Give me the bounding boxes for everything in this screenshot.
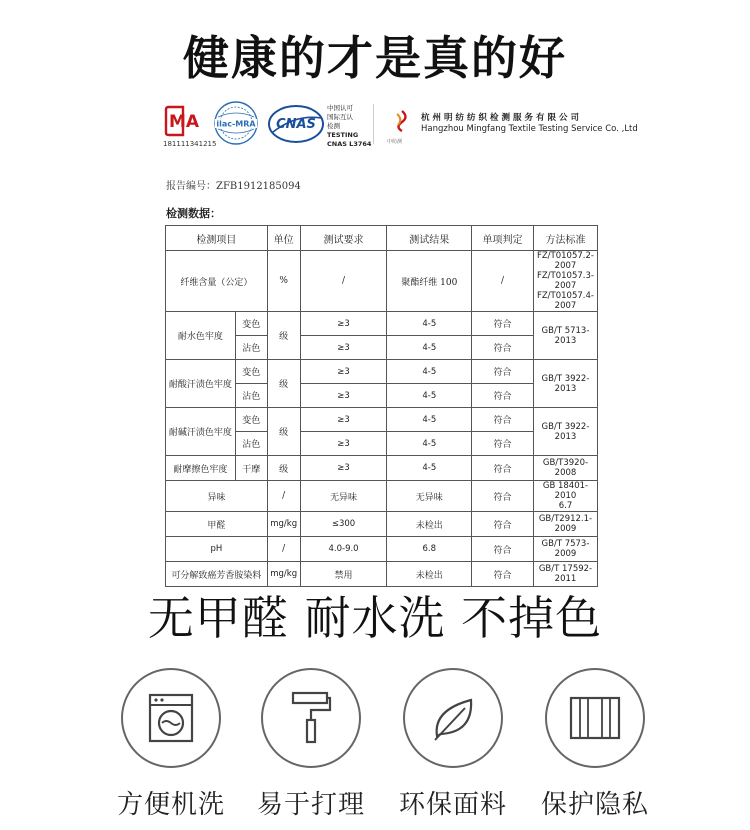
svg-text:MA: MA [169, 112, 200, 132]
feature-label: 保护隐私 [540, 790, 649, 820]
feature-circle [121, 668, 221, 768]
table-row: 纤维含量（公定） % / 聚酯纤维 100 / FZ/T01057.2-2007 FZ/T01057.3-2007 FZ/T01057.4-2007 [166, 251, 598, 312]
report-number: 报告编号：ZFB1912185094 [166, 181, 301, 192]
table-row: 沾色 ≥3 4-5 符合 [166, 432, 598, 456]
leaf-icon [427, 692, 479, 744]
cma-number: 181111341215 [163, 140, 217, 148]
table-row: 耐摩擦色牢度 干摩 级 ≥3 4-5 符合 GB/T3920-2008 [166, 456, 598, 481]
feature-icons [0, 668, 750, 818]
feature-item [530, 668, 660, 821]
feature-item [106, 668, 236, 821]
feature-circle [545, 668, 645, 768]
mingfang-sub: 中纺测 [387, 139, 403, 145]
headline-mid: 无甲醛 耐水洗 不掉色 [147, 591, 603, 645]
washing-machine-icon [147, 692, 195, 744]
table-row: 沾色 ≥3 4-5 符合 [166, 336, 598, 360]
panels-icon [568, 695, 622, 741]
feature-circle [261, 668, 361, 768]
cnas-caption: 中国认可 国际互认 检测 TESTING CNAS L3764 [327, 104, 372, 148]
divider [373, 104, 374, 144]
feature-item [246, 668, 376, 821]
ilac-mra-logo [213, 100, 259, 146]
paint-roller-icon [289, 690, 333, 746]
mingfang-name: 杭州明纺纺织检测服务有限公司 Hangzhou Mingfang Textile Testing Service Co. ,Ltd [421, 113, 638, 134]
svg-text:ilac-MRA: ilac-MRA [216, 119, 256, 129]
table-row: 沾色 ≥3 4-5 符合 [166, 384, 598, 408]
feature-item [388, 668, 518, 821]
table-row: 耐酸汗渍色牢度 变色 级 ≥3 4-5 符合 GB/T 3922-2013 [166, 360, 598, 384]
table-row: 耐水色牢度 变色 级 ≥3 4-5 符合 GB/T 5713-2013 [166, 312, 598, 336]
feature-circle [403, 668, 503, 768]
data-title: 检测数据： [166, 207, 221, 220]
cnas-logo [267, 104, 325, 144]
mingfang-logo-icon [389, 108, 415, 134]
table-row: 甲醛 mg/kg ≤300 未检出 符合 GB/T2912.1-2009 [166, 512, 598, 537]
feature-label: 方便机洗 [116, 790, 225, 820]
header-item: 检测项目 [166, 226, 268, 251]
headline-top: 健康的才是真的好 [183, 31, 567, 85]
table-row: 异味 / 无异味 无异味 符合 GB 18401-2010 6.7 [166, 481, 598, 512]
feature-label: 易于打理 [256, 790, 365, 820]
test-data-table [165, 225, 598, 587]
cma-logo [163, 105, 203, 137]
certification-logos [163, 100, 638, 160]
table-row: 耐碱汗渍色牢度 变色 级 ≥3 4-5 符合 GB/T 3922-2013 [166, 408, 598, 432]
header-requirement: 测试要求 [300, 226, 387, 251]
feature-label: 环保面料 [398, 790, 507, 820]
header-method: 方法标准 [533, 226, 597, 251]
table-header-row [166, 226, 598, 251]
table-row: 可分解致癌芳香胺染料 mg/kg 禁用 未检出 符合 GB/T 17592-2011 [166, 562, 598, 587]
table-row: pH / 4.0-9.0 6.8 符合 GB/T 7573-2009 [166, 537, 598, 562]
header-result: 测试结果 [387, 226, 472, 251]
svg-text:CNAS: CNAS [276, 117, 316, 132]
header-unit: 单位 [267, 226, 300, 251]
header-judgement: 单项判定 [472, 226, 534, 251]
